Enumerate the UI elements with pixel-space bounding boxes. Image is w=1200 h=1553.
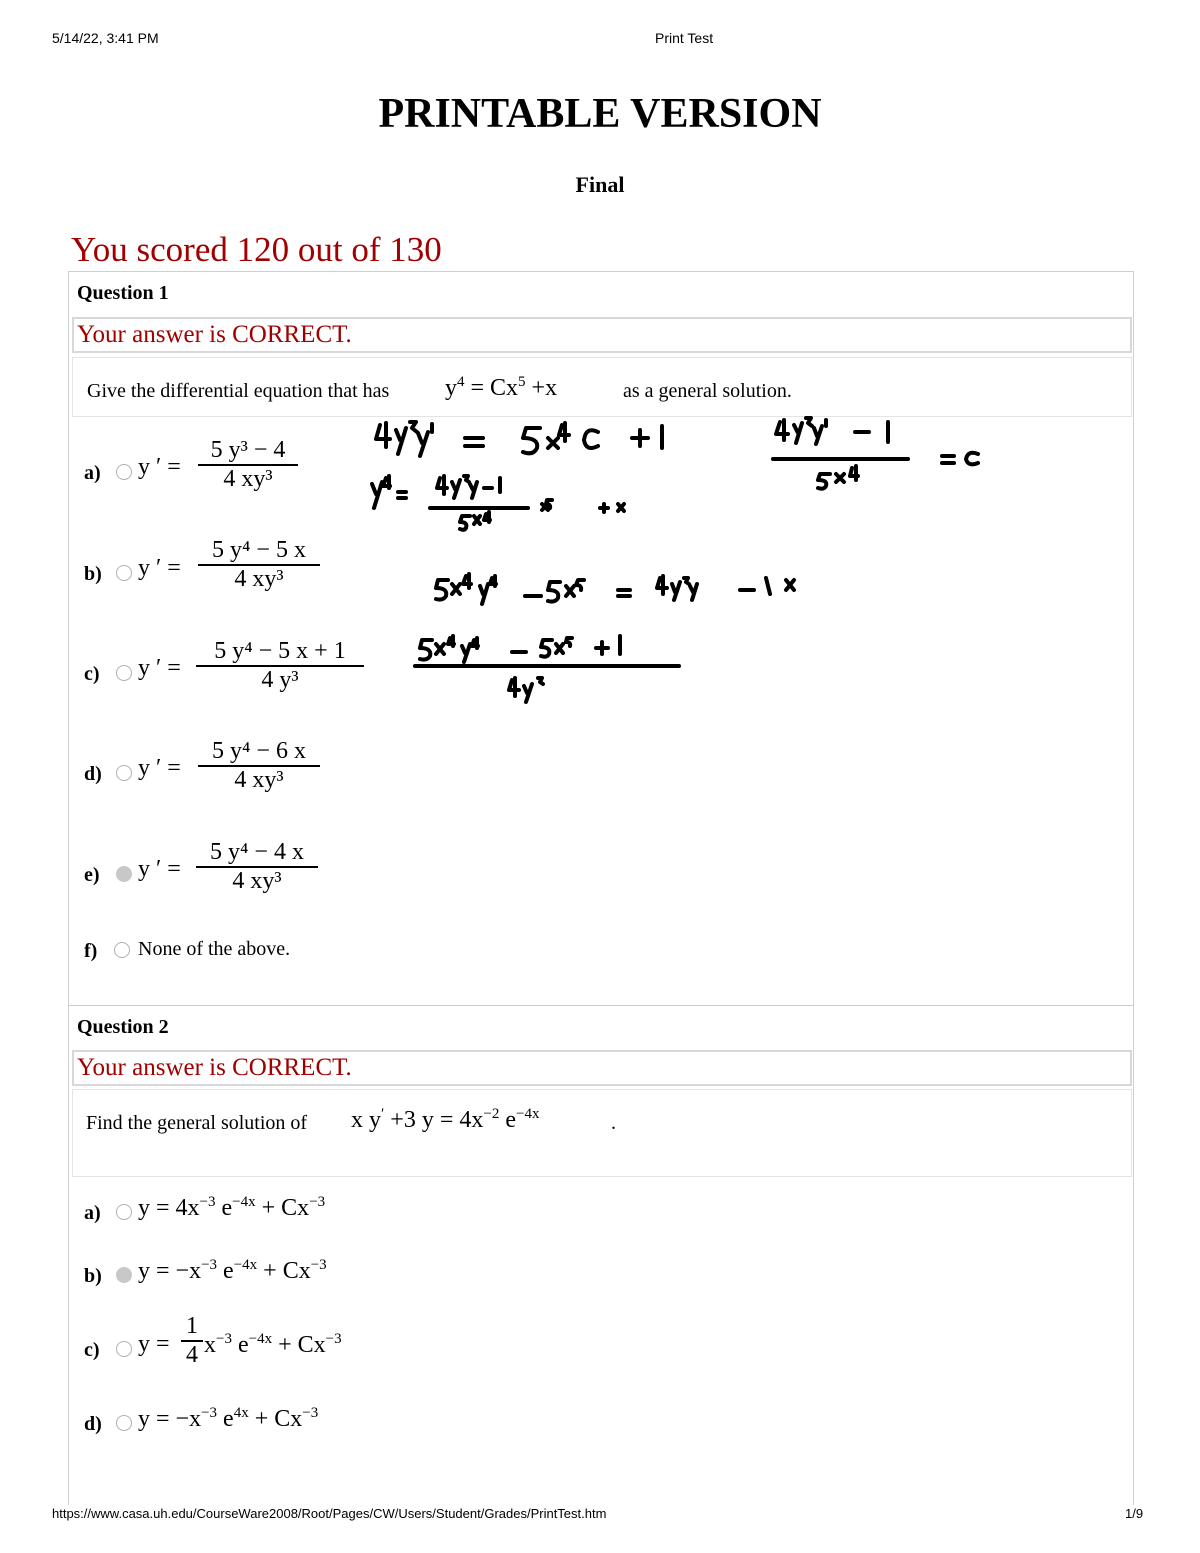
q1-option-a-letter: a) <box>84 462 101 484</box>
question-2-equation: x y′ +3 $y = 4x^{-2}$ $e^{-4x}$ <box>351 1106 540 1133</box>
q1-option-b-denominator: 4 xy³ <box>234 566 284 592</box>
print-datetime: 5/14/22, 3:41 PM <box>52 30 159 46</box>
score-text: You scored 120 out of 130 <box>71 230 442 269</box>
q1-option-d-denominator: 4 xy³ <box>234 767 284 793</box>
test-name: Final <box>575 172 625 197</box>
q1-option-a-lhs: y ′ = <box>138 454 181 480</box>
q1-option-c-letter: c) <box>84 663 100 685</box>
question-1-heading: Question 1 <box>77 282 169 304</box>
question-2-prompt-suffix: . <box>611 1112 616 1134</box>
q2-option-c-letter: c) <box>84 1339 100 1361</box>
question-1-prompt-suffix: as a general solution. <box>623 380 792 402</box>
q2-option-d-letter: d) <box>84 1413 102 1435</box>
q1-option-e-denominator: 4 xy³ <box>232 868 282 894</box>
q1-option-b-lhs: y ′ = <box>138 555 181 581</box>
q1-option-e-numerator: 5 y⁴ − 4 x <box>210 839 304 865</box>
q1-option-d-letter: d) <box>84 763 102 785</box>
page-number: 1/9 <box>1125 1506 1144 1521</box>
q2-option-c-one-quarter: 1 4 <box>181 1313 203 1369</box>
q1-option-e-lhs: y ′ = <box>138 856 181 882</box>
q2-option-a-letter: a) <box>84 1202 101 1224</box>
print-tab-title: Print Test <box>655 30 714 46</box>
q1-option-c-denominator: 4 y³ <box>261 667 299 693</box>
q2-option-d-expression: $y = -x^{-3}$ $e^{4x} + Cx^{-3}$ <box>138 1405 319 1432</box>
q1-option-c-lhs: y ′ = <box>138 655 181 681</box>
q1-option-a-denominator: 4 xy³ <box>223 466 273 492</box>
q2-option-b-expression: $y = -x^{-3}$ $e^{-4x} + Cx^{-3}$ <box>138 1257 327 1284</box>
q1-option-d-numerator: 5 y⁴ − 6 x <box>212 738 306 764</box>
q1-option-c-numerator: 5 y⁴ − 5 x + 1 <box>214 638 346 664</box>
question-1-general-solution: $y^4 = Cx^5 +x$ <box>445 374 558 401</box>
print-url: https://www.casa.uh.edu/CourseWare2008/Root/Pages/CW/Users/Student/Grades/PrintTest.htm <box>52 1506 607 1521</box>
question-1-result: Your answer is CORRECT. <box>72 317 1132 353</box>
q2-option-b-letter: b) <box>84 1265 102 1287</box>
q2-option-c-lhs: y = <box>138 1331 170 1357</box>
question-2-result: Your answer is CORRECT. <box>72 1050 1132 1086</box>
q1-option-a-numerator: 5 y³ − 4 <box>210 437 286 463</box>
q2-option-a-expression: $y = 4x^{-3}$ $e^{-4x} + Cx^{-3}$ <box>138 1194 326 1221</box>
page-title: PRINTABLE VERSION <box>378 91 822 137</box>
q1-option-b-numerator: 5 y⁴ − 5 x <box>212 537 306 563</box>
q1-option-d-lhs: y ′ = <box>138 755 181 781</box>
q2-option-c-expression: $x^{-3}$ $e^{-4x} + Cx^{-3}$ <box>204 1331 342 1358</box>
question-2-heading: Question 2 <box>77 1016 169 1038</box>
q1-option-e-letter: e) <box>84 864 100 886</box>
question-2-prompt-text: Find the general solution of <box>86 1112 308 1134</box>
q1-option-f-letter: f) <box>84 940 98 962</box>
question-1-prompt-text: Give the differential equation that has <box>87 380 390 402</box>
q1-option-b-letter: b) <box>84 563 102 585</box>
q1-option-f-text: None of the above. <box>138 938 291 960</box>
